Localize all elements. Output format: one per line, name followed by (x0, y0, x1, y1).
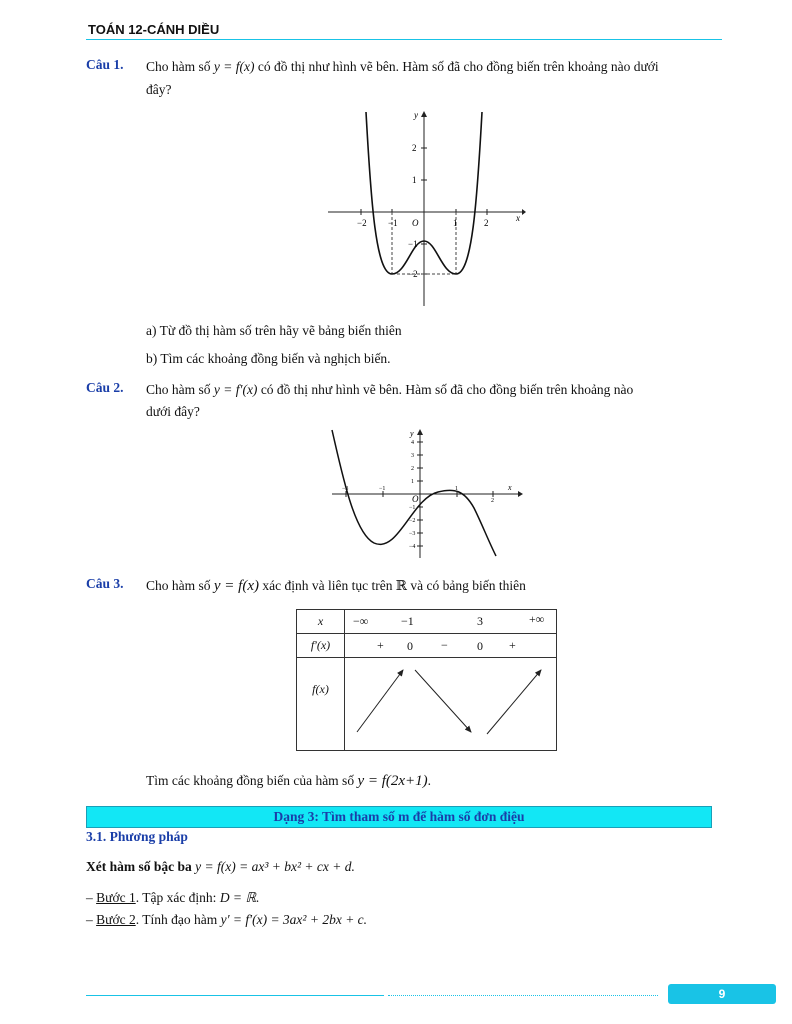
q2-text-c: dưới đây? (146, 404, 200, 419)
graph-2 (328, 428, 524, 560)
graph1-x-label: x (516, 213, 520, 223)
graph1-y-label: y (414, 110, 418, 120)
vt-arrow-down (415, 670, 471, 732)
graph2-xtick-1: 1 (455, 486, 458, 492)
step1-text: . Tập xác định: (135, 890, 220, 905)
graph2-curve (332, 430, 496, 556)
graph2-ytick-neg3: −3 (409, 531, 416, 537)
vt-fp-row (345, 634, 557, 658)
vt-sign-zero-2: 0 (477, 639, 483, 653)
graph2-xtick-2: 2 (491, 498, 494, 504)
graph2-ytick-1: 1 (411, 479, 414, 485)
q3-follow-formula: y = f(2x+1) (357, 773, 428, 789)
graph2-ytick-neg2: −2 (409, 518, 416, 524)
graph2-origin: O (412, 494, 419, 504)
vt-x-row (345, 610, 557, 634)
graph-1 (326, 108, 526, 308)
vt-x-header: x (297, 610, 345, 634)
step2-line (86, 910, 367, 930)
q1-formula: y = f(x) (213, 59, 255, 74)
graph2-ytick-4: 4 (411, 440, 414, 446)
graph2-xtick-neg3: −3 (342, 486, 349, 492)
graph1-xtick-2: 2 (484, 218, 489, 228)
q1-text-c: đây? (146, 82, 172, 97)
graph1-ytick-neg1: −1 (408, 239, 418, 249)
q2-text-a: Cho hàm số (146, 382, 211, 397)
section-heading: 3.1. Phương pháp (86, 829, 188, 844)
step1-prefix: – (86, 890, 97, 905)
vt-x-neg-inf: −∞ (353, 614, 369, 628)
graph1-xtick-neg1: −1 (388, 218, 398, 228)
vt-arrows (345, 658, 557, 751)
graph2-y-label: y (410, 429, 414, 438)
vt-x-neg1: −1 (401, 614, 414, 628)
q1-sub-b: b) Tìm các khoảng đồng biến và nghịch biến. (146, 351, 391, 366)
q2-text-b: có đồ thị như hình vẽ bên. Hàm số đã cho đồng biến trên khoảng nào (260, 382, 634, 397)
graph1-xtick-neg2: −2 (357, 218, 367, 228)
vt-f-header: f(x) (297, 658, 345, 751)
step2-formula: y′ = f′(x) = 3ax² + 2bx + c. (220, 912, 368, 927)
vt-sign-minus: − (441, 638, 448, 652)
q2-formula: y = f′(x) (213, 382, 258, 397)
header-divider (86, 39, 722, 40)
q3-follow-a: Tìm các khoảng đồng biến của hàm số (146, 773, 355, 788)
graph1-origin: O (412, 218, 419, 228)
step2-label: Bước 2 (96, 912, 136, 927)
q2-text (146, 380, 716, 400)
graph2-x-label: x (508, 483, 512, 492)
vt-arrow-up-1 (357, 670, 403, 732)
footer-line (86, 995, 384, 996)
graph1-ytick-1: 1 (412, 175, 417, 185)
cubic-bold: Xét hàm số bậc ba (86, 859, 192, 874)
q1-label: Câu 1. (86, 57, 124, 72)
q1-sub-a: a) Từ đồ thị hàm số trên hãy vẽ bảng biến thiên (146, 323, 402, 338)
footer-dotted-line (388, 995, 658, 996)
vt-f-row (345, 658, 557, 751)
dang3-banner: Dạng 3: Tìm tham số m để hàm số đơn điệu (86, 806, 712, 828)
step1-line (86, 888, 260, 908)
q1-text (146, 57, 716, 77)
vt-sign-plus-2: + (509, 638, 516, 652)
graph2-ytick-3: 3 (411, 453, 414, 459)
variation-table (296, 609, 557, 751)
step1-label: Bước 1 (96, 890, 136, 905)
vt-arrow-up-2 (487, 670, 541, 734)
q1-text-a: Cho hàm số (146, 59, 211, 74)
q3-follow-end: . (427, 773, 432, 788)
q3-text-a: Cho hàm số (146, 578, 211, 593)
cubic-line (86, 857, 355, 877)
graph2-ytick-neg4: −4 (409, 544, 416, 550)
graph2-xtick-neg1: −1 (379, 486, 386, 492)
graph1-ytick-2: 2 (412, 143, 417, 153)
graph2-ytick-2: 2 (411, 466, 414, 472)
graph1-ytick-neg2: −2 (408, 269, 418, 279)
q2-label: Câu 2. (86, 380, 124, 395)
graph1-xtick-1: 1 (453, 218, 458, 228)
q3-label: Câu 3. (86, 576, 124, 591)
q1-text-b: có đồ thị như hình vẽ bên. Hàm số đã cho đồng biến trên khoảng nào dưới (257, 59, 659, 74)
q3-text (146, 576, 716, 596)
graph2-ytick-neg1: −1 (409, 505, 416, 511)
step1-formula: D = ℝ. (219, 890, 260, 905)
q3-follow (146, 771, 431, 791)
cubic-formula: y = f(x) = ax³ + bx² + cx + d. (195, 859, 355, 874)
step2-prefix: – (86, 912, 97, 927)
vt-sign-zero-1: 0 (407, 639, 413, 653)
vt-x-pos-inf: +∞ (529, 612, 545, 626)
q3-formula: y = f(x) (213, 578, 259, 594)
q3-text-b: xác định và liên tục trên ℝ và có bảng biến thiên (262, 578, 526, 593)
page-number: 9 (668, 984, 776, 1004)
vt-x-3: 3 (477, 614, 483, 628)
header-title: TOÁN 12-CÁNH DIỀU (88, 22, 220, 37)
vt-fp-header: f′(x) (297, 634, 345, 658)
step2-text: . Tính đạo hàm (135, 912, 221, 927)
vt-sign-plus-1: + (377, 638, 384, 652)
